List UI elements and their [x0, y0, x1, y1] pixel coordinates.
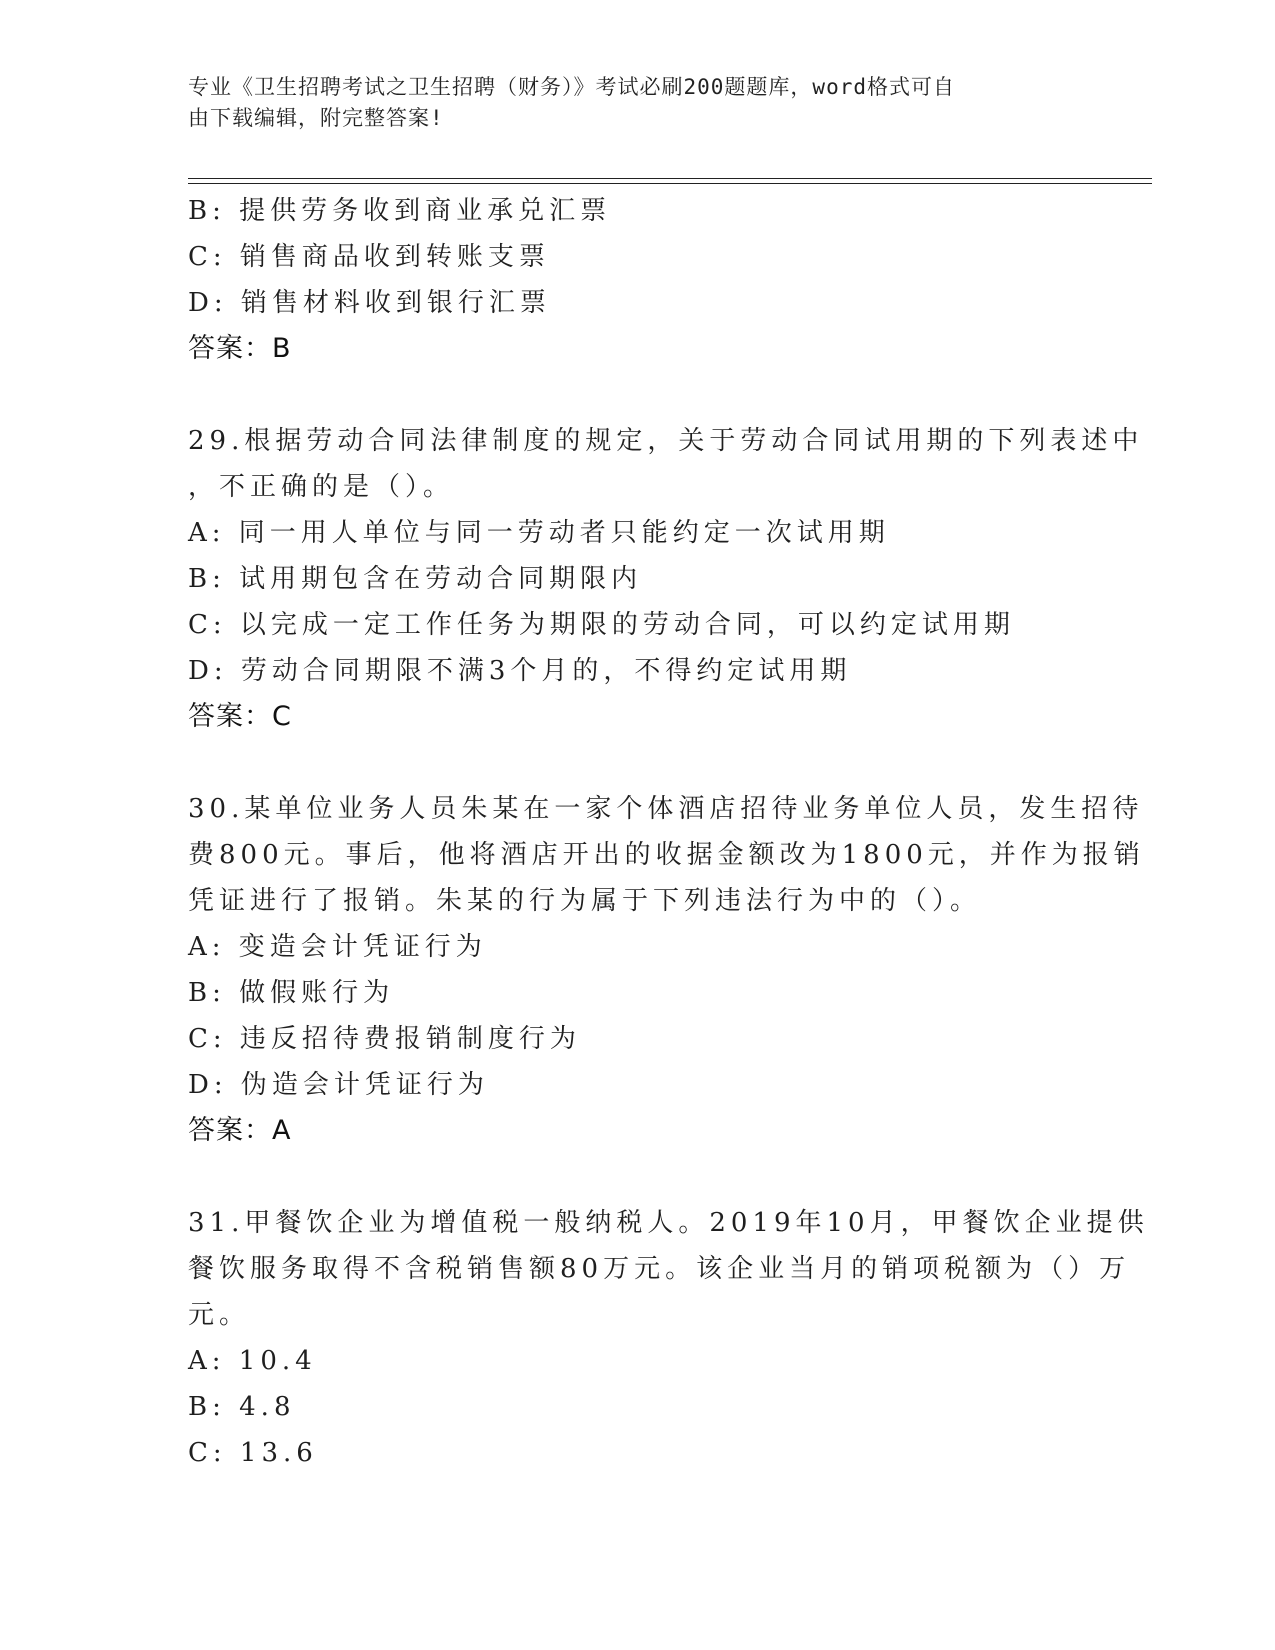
- question-stem-line: 29.根据劳动合同法律制度的规定，关于劳动合同试用期的下列表述中: [188, 426, 1144, 456]
- option-b: B: 4.8: [188, 1392, 296, 1422]
- option-d: D: 伪造会计凭证行为: [188, 1070, 489, 1100]
- question-30: [188, 786, 1145, 1154]
- question-stem-line: 31.甲餐饮企业为增值税一般纳税人。2019年10月，甲餐饮企业提供: [188, 1208, 1149, 1238]
- option-c: C: 违反招待费报销制度行为: [188, 1024, 581, 1054]
- question-29: [188, 418, 1144, 740]
- question-28-tail: [188, 188, 1088, 372]
- option-a: A: 10.4: [188, 1346, 317, 1376]
- question-stem-line: ，不正确的是（）。: [188, 472, 455, 502]
- option-c: C: 销售商品收到转账支票: [188, 242, 550, 272]
- option-c: C: 13.6: [188, 1438, 318, 1468]
- document-header: [188, 72, 1068, 134]
- answer-text: 答案：A: [188, 1115, 292, 1146]
- question-spacer: [188, 1154, 1088, 1200]
- option-a: A: 同一用人单位与同一劳动者只能约定一次试用期: [188, 518, 890, 548]
- header-divider-bottom: [188, 183, 1152, 184]
- answer-text: 答案：C: [188, 701, 292, 732]
- option-d: D: 销售材料收到银行汇票: [188, 288, 551, 318]
- question-stem-line: 30.某单位业务人员朱某在一家个体酒店招待业务单位人员，发生招待: [188, 794, 1144, 824]
- option-c: C: 以完成一定工作任务为期限的劳动合同，可以约定试用期: [188, 610, 1015, 640]
- header-title-line-1: 专业《卫生招聘考试之卫生招聘（财务）》考试必刷200题题库，word格式可自: [188, 75, 955, 99]
- header-divider-top: [188, 178, 1152, 179]
- option-b: B: 试用期包含在劳动合同期限内: [188, 564, 643, 594]
- option-a: A: 变造会计凭证行为: [188, 932, 487, 962]
- question-31: [188, 1200, 1149, 1476]
- question-list: [188, 188, 1149, 1476]
- question-stem-line: 元。: [188, 1300, 251, 1330]
- question-stem-line: 凭证进行了报销。朱某的行为属于下列违法行为中的（）。: [188, 886, 982, 916]
- option-b: B: 提供劳务收到商业承兑汇票: [188, 196, 612, 226]
- question-spacer: [188, 740, 1088, 786]
- header-title-line-2: 由下载编辑，附完整答案!: [188, 106, 444, 130]
- option-d: D: 劳动合同期限不满3个月的，不得约定试用期: [188, 656, 852, 686]
- option-b: B: 做假账行为: [188, 978, 395, 1008]
- question-stem-line: 费800元。事后，他将酒店开出的收据金额改为1800元，并作为报销: [188, 840, 1145, 870]
- answer-text: 答案：B: [188, 333, 292, 364]
- question-stem-line: 餐饮服务取得不含税销售额80万元。该企业当月的销项税额为（）万: [188, 1254, 1131, 1284]
- question-spacer: [188, 372, 1088, 418]
